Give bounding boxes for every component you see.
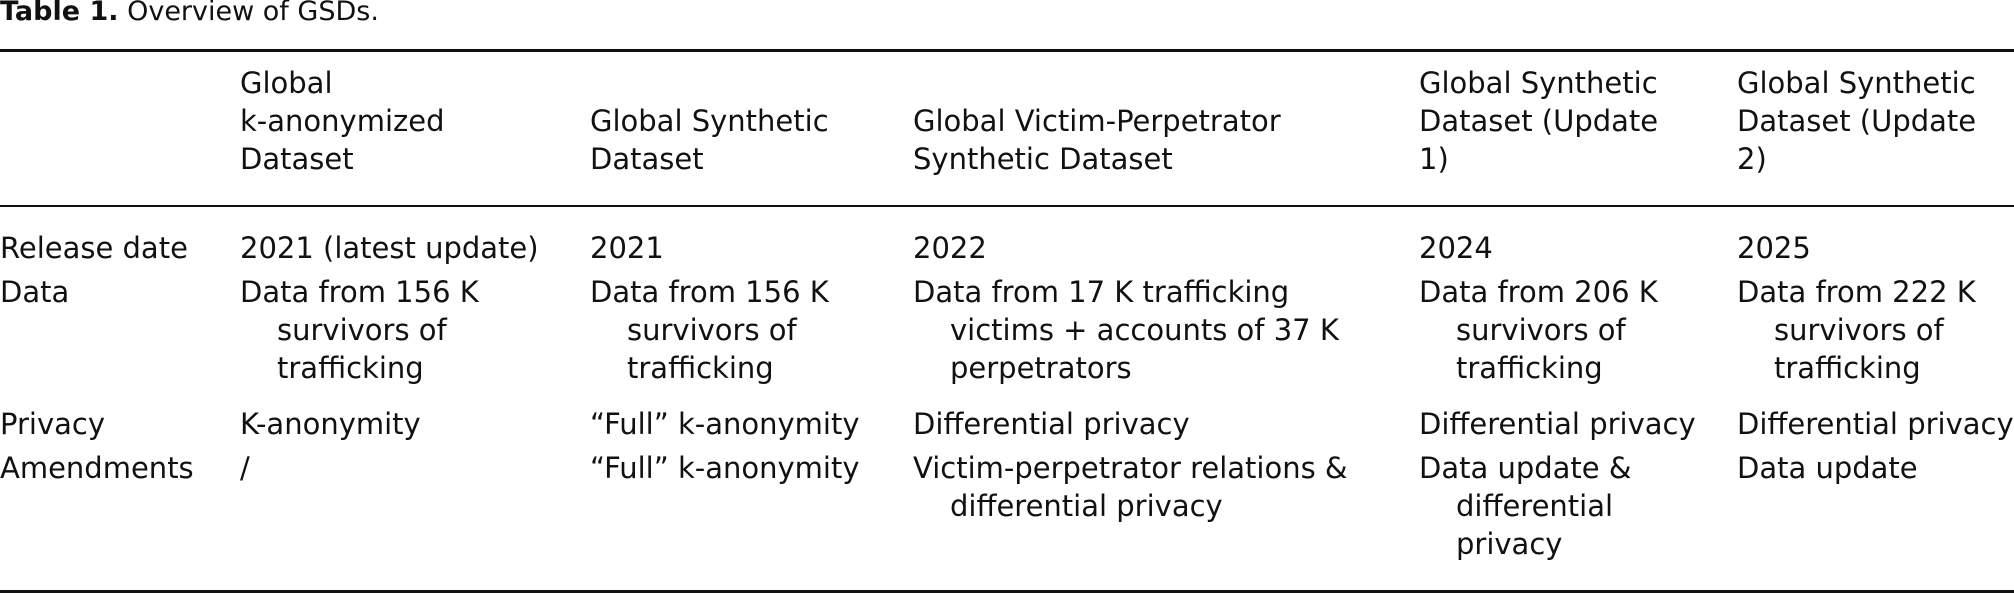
table-cell bbox=[240, 229, 539, 267]
table-header-rule bbox=[0, 205, 2014, 207]
cell-line: 2021 (latest update) bbox=[240, 231, 539, 265]
cell-line: Data update bbox=[1737, 451, 1918, 485]
table-caption bbox=[0, 0, 379, 30]
cell-line: Differential privacy bbox=[1737, 407, 2014, 441]
cell-line: Data from 206 K bbox=[1419, 275, 1658, 309]
cell-line: trafficking bbox=[1774, 351, 1921, 385]
col-header-global-victim-perpetrator bbox=[913, 102, 1281, 178]
row-label-data: Data bbox=[0, 275, 70, 309]
row-label-release-date: Release date bbox=[0, 231, 188, 265]
cell-line: K-anonymity bbox=[240, 407, 421, 441]
table-cell bbox=[913, 449, 1348, 525]
cell-line: victims + accounts of 37 K bbox=[950, 313, 1339, 347]
col-header-line: Global Synthetic bbox=[1737, 66, 1976, 100]
table-cell bbox=[913, 273, 1339, 387]
cell-line: survivors of bbox=[277, 313, 447, 347]
cell-line: 2025 bbox=[1737, 231, 1811, 265]
table-cell bbox=[913, 229, 987, 267]
col-header-global-synthetic bbox=[590, 102, 829, 178]
col-header-line: 1) bbox=[1419, 142, 1449, 176]
row-label-privacy: Privacy bbox=[0, 407, 105, 441]
table-cell bbox=[1419, 405, 1696, 443]
cell-line: differential bbox=[1456, 489, 1614, 523]
table-cell bbox=[1419, 449, 1631, 563]
cell-line: Data from 17 K trafficking bbox=[913, 275, 1290, 309]
cell-line: 2021 bbox=[590, 231, 664, 265]
table-cell bbox=[590, 229, 664, 267]
cell-line: trafficking bbox=[1456, 351, 1603, 385]
table-cell bbox=[1419, 229, 1493, 267]
table-cell bbox=[1419, 273, 1658, 387]
cell-line: Differential privacy bbox=[913, 407, 1190, 441]
table-top-rule bbox=[0, 49, 2014, 52]
col-header-line: 2) bbox=[1737, 142, 1767, 176]
cell-line: / bbox=[240, 451, 250, 485]
cell-line: privacy bbox=[1456, 527, 1563, 561]
cell-line: “Full” k-anonymity bbox=[590, 451, 860, 485]
table-cell bbox=[1737, 273, 1976, 387]
table-cell bbox=[240, 449, 250, 487]
cell-line: Data update & bbox=[1419, 451, 1632, 485]
cell-line: Data from 156 K bbox=[240, 275, 479, 309]
col-header-line: Synthetic Dataset bbox=[913, 142, 1173, 176]
table-cell bbox=[913, 405, 1190, 443]
cell-line: trafficking bbox=[277, 351, 424, 385]
table-cell bbox=[590, 273, 829, 387]
table-cell bbox=[240, 405, 421, 443]
table-cell bbox=[1737, 405, 2014, 443]
cell-line: Victim-perpetrator relations & bbox=[913, 451, 1348, 485]
table-cell bbox=[590, 449, 860, 487]
cell-line: trafficking bbox=[627, 351, 774, 385]
col-header-global-k-anonymized bbox=[240, 64, 444, 178]
col-header-global-synthetic-update-1 bbox=[1419, 64, 1658, 178]
table-bottom-rule bbox=[0, 590, 2014, 593]
cell-line: 2022 bbox=[913, 231, 987, 265]
col-header-line: Dataset (Update bbox=[1419, 104, 1659, 138]
col-header-line: k-anonymized bbox=[240, 104, 445, 138]
cell-line: Data from 156 K bbox=[590, 275, 829, 309]
cell-line: perpetrators bbox=[950, 351, 1132, 385]
table-cell bbox=[1737, 229, 1811, 267]
col-header-line: Global Synthetic bbox=[1419, 66, 1658, 100]
table-cell bbox=[590, 405, 860, 443]
col-header-global-synthetic-update-2 bbox=[1737, 64, 1976, 178]
col-header-line: Global bbox=[240, 66, 333, 100]
row-label-amendments: Amendments bbox=[0, 451, 194, 485]
cell-line: survivors of bbox=[1774, 313, 1944, 347]
col-header-line: Dataset bbox=[240, 142, 354, 176]
cell-line: Differential privacy bbox=[1419, 407, 1696, 441]
table-cell bbox=[240, 273, 479, 387]
col-header-line: Dataset (Update bbox=[1737, 104, 1977, 138]
cell-line: 2024 bbox=[1419, 231, 1493, 265]
cell-line: survivors of bbox=[1456, 313, 1626, 347]
cell-line: “Full” k-anonymity bbox=[590, 407, 860, 441]
table-caption-label: Table 1. bbox=[0, 0, 119, 27]
col-header-line: Global Victim-Perpetrator bbox=[913, 104, 1281, 138]
table-caption-title: Overview of GSDs. bbox=[127, 0, 379, 27]
cell-line: Data from 222 K bbox=[1737, 275, 1976, 309]
table-cell bbox=[1737, 449, 1918, 487]
cell-line: differential privacy bbox=[950, 489, 1223, 523]
col-header-line: Dataset bbox=[590, 142, 704, 176]
col-header-line: Global Synthetic bbox=[590, 104, 829, 138]
cell-line: survivors of bbox=[627, 313, 797, 347]
